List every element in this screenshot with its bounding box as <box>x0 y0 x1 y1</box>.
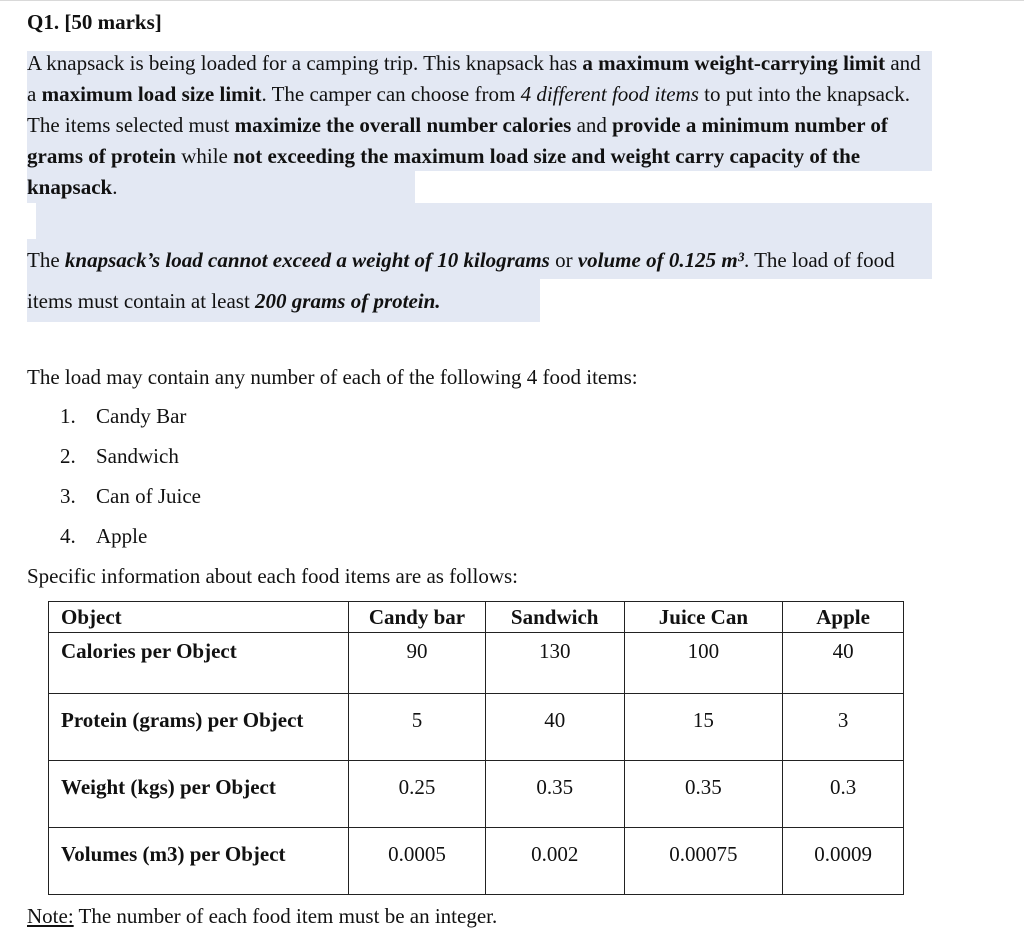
list-intro: The load may contain any number of each of the following 4 food items: <box>27 365 638 389</box>
table-cell: 100 <box>624 633 783 694</box>
table-cell: 0.3 <box>783 761 904 828</box>
table-cell: 0.0005 <box>349 828 486 895</box>
table-cell: 130 <box>485 633 624 694</box>
table-row-protein <box>49 694 904 761</box>
problem-paragraph: A knapsack is being loaded for a camping trip. This knapsack has a maximum weight-carrying limit and a maximum load size limit. The camper can choose from 4 different food items to put into the knapsack. The items selected must maximize the overall number calories and provide a minimum number of grams of protein while not exceeding the maximum load size and weight carry capacity of the knapsack. <box>27 51 921 199</box>
table-cell: 40 <box>485 694 624 761</box>
table-cell: 5 <box>349 694 486 761</box>
header-object: Object <box>49 602 349 633</box>
list-item-sandwich: 2. Sandwich <box>60 444 179 468</box>
header-apple: Apple <box>783 602 904 633</box>
table-cell: 0.002 <box>485 828 624 895</box>
row-label: Protein (grams) per Object <box>49 694 349 761</box>
table-row-volume <box>49 828 904 895</box>
table-header-row <box>49 602 904 633</box>
list-item-can-of-juice: 3. Can of Juice <box>60 484 201 508</box>
table-cell: 0.0009 <box>783 828 904 895</box>
list-item-apple: 4. Apple <box>60 524 148 548</box>
highlight-gap-strip <box>36 203 932 239</box>
note-text: The number of each food item must be an integer. <box>73 904 498 928</box>
row-label: Calories per Object <box>49 633 349 694</box>
table-cell: 0.35 <box>485 761 624 828</box>
top-divider <box>0 0 1024 1</box>
header-juice-can: Juice Can <box>624 602 783 633</box>
row-label: Volumes (m3) per Object <box>49 828 349 895</box>
table-cell: 40 <box>783 633 904 694</box>
header-candy-bar: Candy bar <box>349 602 486 633</box>
table-row-calories <box>49 633 904 694</box>
constraints-paragraph: The knapsack’s load cannot exceed a weight of 10 kilograms or volume of 0.125 m³. The load of food items must contain at least 200 grams of protein. <box>27 248 895 313</box>
table-row-weight <box>49 761 904 828</box>
table-cell: 0.35 <box>624 761 783 828</box>
table-cell: 0.25 <box>349 761 486 828</box>
food-info-table <box>48 601 904 895</box>
integer-note <box>27 901 497 931</box>
question-title: Q1. [50 marks] <box>27 10 162 34</box>
note-label: Note: <box>27 904 74 928</box>
row-label: Weight (kgs) per Object <box>49 761 349 828</box>
table-intro: Specific information about each food items are as follows: <box>27 564 519 588</box>
table-cell: 90 <box>349 633 486 694</box>
table-cell: 3 <box>783 694 904 761</box>
table-cell: 15 <box>624 694 783 761</box>
list-item-candy-bar: 1. Candy Bar <box>60 404 187 428</box>
header-sandwich: Sandwich <box>485 602 624 633</box>
table-cell: 0.00075 <box>624 828 783 895</box>
